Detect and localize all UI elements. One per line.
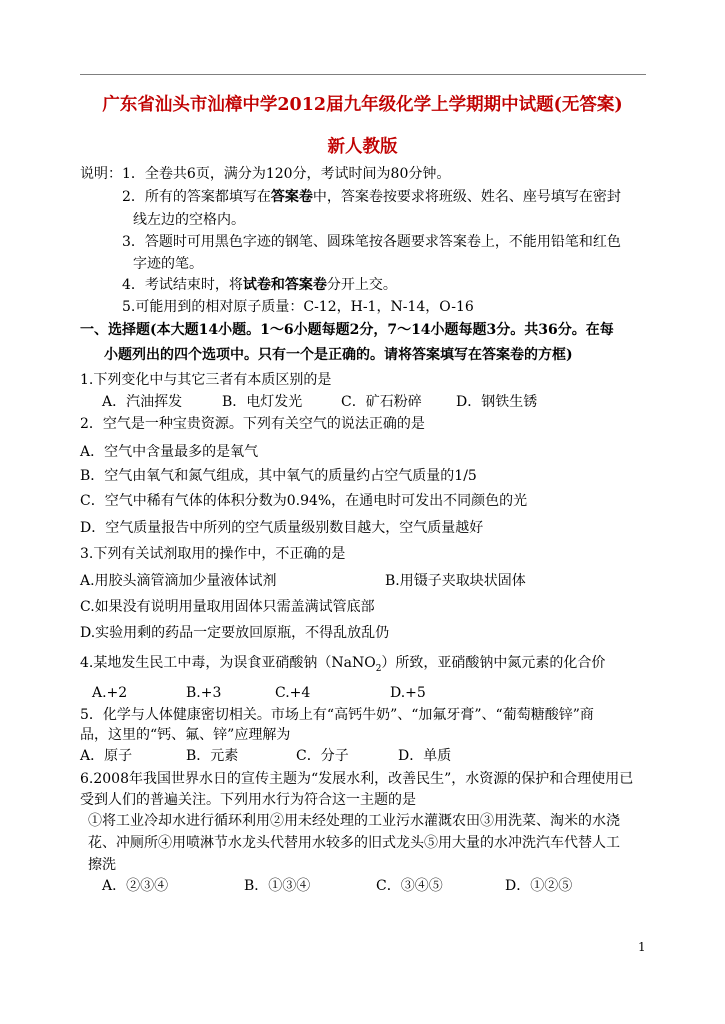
q6-statements-2: 花、冲厕所④用喷淋节水龙头代替用水较多的旧式龙头⑤用大量的水冲洗汽车代替人工 [88,835,620,851]
q1-option-d: D．钢铁生锈 [456,394,538,410]
instruction-2-cont: 线左边的空格内。 [133,212,245,228]
q5-stem-cont: 品，这里的“钙、氟、锌”应理解为 [80,727,291,743]
q5-option-a: A．原子 [80,748,133,764]
q2-option-c: C．空气中稀有气体的体积分数为0.94%，在通电时可发出不同颜色的光 [80,493,528,509]
q2-stem: 2．空气是一种宝贵资源。下列有关空气的说法正确的是 [80,416,425,432]
q4-option-a: A.+2 [92,685,128,701]
q6-option-d: D．①②⑤ [505,878,573,894]
q5-option-c: C．分子 [296,748,349,764]
instruction-2: 2．所有的答案都填写在答案卷中，答案卷按要求将班级、姓名、座号填写在密封 [122,189,621,205]
q4-stem: 4.某地发生民工中毒，为误食亚硝酸钠（NaNO$_2$）所致，亚硝酸钠中氮元素的化合价 [80,655,606,674]
q2-option-a: A．空气中含量最多的是氧气 [80,444,259,460]
instruction-3: 3．答题时可用黑色字迹的钢笔、圆珠笔按各题要求答案卷上，不能用铅笔和红色 [122,234,621,250]
q4-option-d: D.+5 [390,685,426,701]
q1-option-b: B．电灯发光 [222,394,303,410]
q1-option-c: C．矿石粉碎 [341,394,422,410]
q6-stem-cont: 受到人们的普遍关注。下列用水行为符合这一主题的是 [80,792,416,808]
instruction-3-cont: 字迹的笔。 [133,256,203,272]
q2-option-d: D．空气质量报告中所列的空气质量级别数目越大，空气质量越好 [80,520,484,536]
q6-stem: 6.2008年我国世界水日的宣传主题为“发展水利，改善民生”，水资源的保护和合理使用已 [80,771,634,787]
q6-option-a: A．②③④ [102,878,169,894]
q2-option-b: B．空气由氧气和氮气组成，其中氧气的质量约占空气质量的1/5 [80,468,477,484]
header-rule [80,74,646,75]
q6-option-b: B．①③④ [244,878,311,894]
q4-option-b: B.+3 [186,685,222,701]
q1-option-a: A．汽油挥发 [102,394,183,410]
q3-option-d: D.实验用剩的药品一定要放回原瓶，不得乱放乱仍 [80,625,390,641]
q3-option-c: C.如果没有说明用量取用固体只需盖满试管底部 [80,599,375,615]
q5-option-d: D．单质 [398,748,452,764]
section-heading: 一、选择题(本大题14小题。1～6小题每题2分，7～14小题每题3分。共36分。在每 [80,322,614,338]
q6-statements-3: 擦洗 [88,857,116,873]
q3-stem: 3.下列有关试剂取用的操作中，不正确的是 [80,546,346,562]
q6-statements-1: ①将工业冷却水进行循环利用②用未经处理的工业污水灌溉农田③用洗菜、淘米的水浇 [88,813,620,829]
q5-stem: 5．化学与人体健康密切相关。市场上有“高钙牛奶”、“加氟牙膏”、“葡萄糖酸锌”商 [80,707,594,723]
q5-option-b: B．元素 [186,748,239,764]
instruction-4: 4．考试结束时，将试卷和答案卷分开上交。 [122,277,397,293]
q4-option-c: C.+4 [275,685,311,701]
page-number: 1 [638,940,646,954]
instruction-5: 5.可能用到的相对原子质量：C-12，H-1，N-14，O-16 [122,299,474,315]
page-subtitle: 新人教版 [327,137,398,157]
instructions-label: 说明： [80,166,122,182]
q1-stem: 1.下列变化中与其它三者有本质区别的是 [80,372,332,388]
page-title: 广东省汕头市汕樟中学2012届九年级化学上学期期中试题(无答案) [102,95,623,115]
q3-option-b: B.用镊子夹取块状固体 [385,573,526,589]
q6-option-c: C．③④⑤ [376,878,443,894]
section-heading-cont: 小题列出的四个选项中。只有一个是正确的。请将答案填写在答案卷的方框) [104,347,573,363]
instruction-1: 1．全卷共6页，满分为120分，考试时间为80分钟。 [122,166,451,182]
q3-option-a: A.用胶头滴管滴加少量液体试剂 [80,573,277,589]
